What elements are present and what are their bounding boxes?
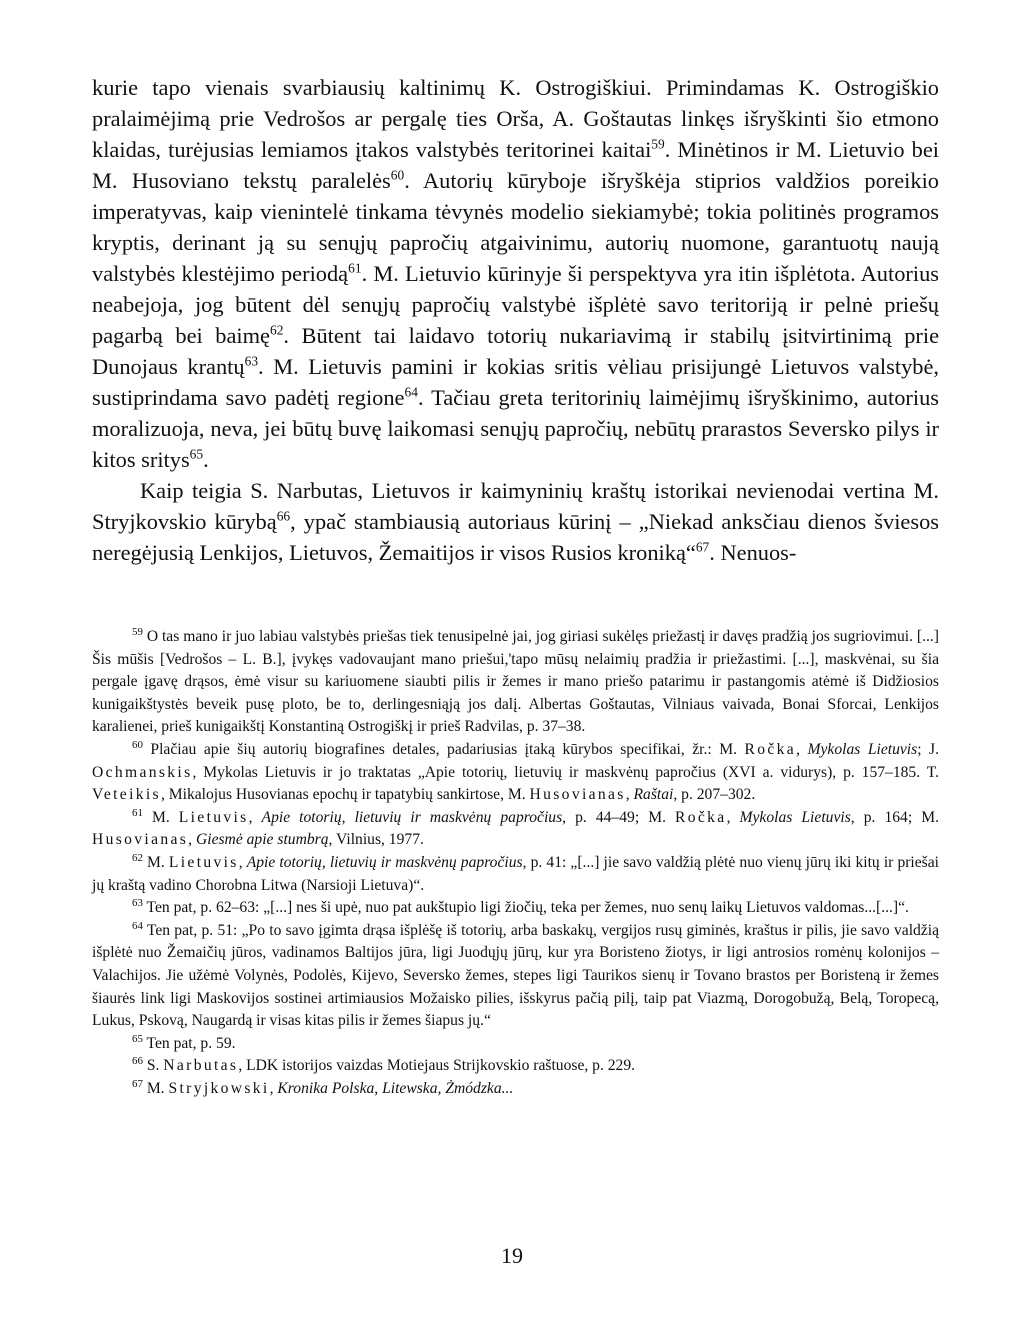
work-title: Mykolas Lietuvis (739, 808, 851, 826)
footnote-ref-64[interactable]: 64 (404, 384, 418, 400)
footnote-text: O tas mano ir juo labiau valstybės priešas tiek tenusipelnė jai, jog giriasi sukėlęs priežastį ir davęs pradžią jos sugriovimui. [...] Šis mūšis [Vedrošos – L. B.], įvykęs vadovaujant mano priešui,'tapo mūsų nelaimių pradžia ir priežastimi. [...], maskvėnai, su šia pergale įgavę drąsos, ėmė visur su kariuomene siaubti pilis ir žemes ir mano priešo patarimu ir pastangomis atėmė iš Didžiosios kunigaikštystės beveik pusę ploto, be to, derlingesniąją jos dalį. Albertas Goštautas, Vilniaus vaivada, Bonai Sforcai, Lenkijos karalienei, prieš kunigaikštį Konstantiną Ostrogiškį ir prieš Radvilas, p. 37–38. (92, 628, 939, 736)
work-title: Mykolas Lietuvis (807, 740, 918, 758)
footnote-text: , (796, 740, 808, 758)
footnote-number: 61 (132, 806, 143, 819)
footnote-text: Plačiau apie šių autorių biografines detales, padariusias įtaką kūrybos specifikai, žr.: M. (150, 740, 745, 758)
footnote-text: , p. 207–302. (673, 786, 756, 804)
footnote-text: , p. 164; M. (850, 808, 939, 826)
work-title: Apie totorių, lietuvių ir maskvėnų papročius (261, 808, 563, 826)
footnote-ref-65[interactable]: 65 (189, 446, 204, 462)
footnote-text: ; J. (917, 740, 940, 758)
footnote-text: S. (146, 1057, 164, 1075)
footnote-text: , (238, 853, 247, 871)
main-text (92, 72, 939, 568)
footnote-61 (92, 807, 939, 852)
work-title: Raštai (633, 786, 674, 804)
author-name: Narbutas (163, 1057, 239, 1075)
text-run: kurie tapo vienais svarbiausių kaltinimų K. Ostrogiškiui. Primindamas K. Ostrogiškio pralaimėjimą prie Vedrošos ar pergalę ties Orša, A. Goštautas linkęs išryškinti šio etmono klaidas, turėjusias lemiamos įtakos valstybės teritorinei kaitai (92, 75, 939, 162)
text-run: . Nenuos- (709, 540, 797, 565)
footnote-63 (92, 897, 939, 920)
footnote-text: , LDK istorijos vaizdas Motiejaus Strijkovskio raštuose, p. 229. (238, 1057, 636, 1075)
text-run: . Būtent tai laidavo totorių nukariavimą ir stabilų įsitvirtinimą prie Dunojaus krantų (92, 323, 940, 379)
footnote-ref-59[interactable]: 59 (651, 136, 665, 152)
footnote-number: 66 (132, 1055, 143, 1068)
footnote-66 (92, 1055, 939, 1078)
text-run: . Tačiau greta teritorinių laimėjimų išryškinimo, autorius moralizuoja, neva, jei būtų buvę laikomasi senųjų papročių, nebūtų prarastos Seversko pilys ir kitos sritys (92, 385, 939, 472)
text-run: . M. Lietuvio kūrinyje ši perspektyva yra itin išplėtota. Autorius neabejoja, jog būtent dėl senųjų papročių valstybė išplėtė savo teritoriją ir pelnė priešų pagarbą bei baimę (92, 261, 939, 348)
footnote-text: Ten pat, p. 62–63: „[...] nes ši upė, nuo pat aukštupio ligi žiočių, teka per žemes, nuo senų laikų Lietuvos valdomas...[...]“. (146, 899, 909, 917)
footnote-text: , Vilnius, 1977. (328, 831, 424, 849)
footnote-60 (92, 739, 939, 807)
author-name: Stryjkowski (168, 1079, 270, 1097)
footnote-text: , Mykolas Lietuvis ir jo traktatas „Apie totorių, lietuvių ir maskvėnų papročius (XVI a. vidurys), p. 157–185. T. (192, 763, 939, 781)
footnote-ref-63[interactable]: 63 (244, 353, 259, 369)
work-title: Kronika Polska, Litewska, Żmódzka... (277, 1079, 514, 1097)
footnote-number: 65 (132, 1032, 143, 1045)
author-name: Lietuvis (168, 853, 239, 871)
footnote-text: , (269, 1079, 278, 1097)
author-name: Ročka (744, 740, 797, 758)
author-name: Husovianas (92, 831, 189, 849)
footnote-number: 67 (132, 1077, 143, 1090)
author-name: Ročka (675, 808, 727, 826)
footnote-ref-67[interactable]: 67 (695, 539, 710, 555)
footnote-64 (92, 920, 939, 1033)
footnote-text: , (188, 831, 196, 849)
footnote-ref-62[interactable]: 62 (269, 322, 284, 338)
author-name: Veteikis (92, 786, 161, 804)
text-run: , ypač stambiausią autoriaus kūrinį – „Niekad anksčiau dienos šviesos neregėjusią Lenkijos, Lietuvos, Žemaitijos ir visos Rusios kroniką“ (92, 509, 939, 565)
footnote-text: , (625, 786, 634, 804)
author-name: Husovianas (529, 786, 626, 804)
footnote-text: M. (151, 808, 179, 826)
footnote-text: , p. 41: „[...] jie savo valdžią plėtė nuo vienų jūrų iki kitų ir priešai jų kraštą vadino Chorobna Litwa (Narsioji Lietuva)“. (92, 853, 940, 894)
body-paragraph-1 (92, 72, 939, 475)
author-name: Lietuvis (178, 808, 249, 826)
footnote-ref-61[interactable]: 61 (348, 260, 362, 276)
work-title: Giesmė apie stumbrą (195, 831, 329, 849)
footnote-text: , p. 44–49; M. (562, 808, 676, 826)
text-run: . Autorių kūryboje išryškėja stiprios valdžios poreikio imperatyvas, kaip vienintelė tinkama tėvynės modelio siekiamybė; tokia politinės programos kryptis, derinant ją su senųjų papročių atgaivinimu, autorių nuomone, garantuotų naują valstybės klestėjimo periodą (92, 168, 939, 286)
text-run: . Minėtinos ir M. Lietuvio bei M. Husoviano tekstų paralelės (92, 137, 940, 193)
footnote-62 (92, 852, 939, 897)
footnote-text: M. (146, 1079, 169, 1097)
footnote-text: , (726, 808, 740, 826)
text-run: . M. Lietuvis pamini ir kokias sritis vėliau prisijungė Lietuvos valstybė, sustiprindama savo padėtį regione (92, 354, 939, 410)
body-paragraph-2 (92, 475, 939, 568)
footnote-number: 62 (132, 851, 143, 864)
page-number: 19 (501, 1243, 523, 1268)
footnote-number: 60 (132, 738, 143, 751)
footnote-text: Ten pat, p. 59. (146, 1034, 236, 1052)
footnote-67 (92, 1078, 939, 1101)
footnote-ref-66[interactable]: 66 (276, 508, 291, 524)
footnote-number: 59 (132, 625, 143, 638)
footnote-59 (92, 626, 939, 739)
footnote-ref-60[interactable]: 60 (390, 167, 405, 183)
footnote-text: Ten pat, p. 51: „Po to savo įgimta drąsa išplėšę iš totorių, arba baskakų, vergijos rusų giminės, kraštus ir pilis, jie savo valdžią išplėtė nuo Žemaičių jūros, vadinamos Baltijos jūra, ligi Juodųjų jūrų, kur yra Boristeno žiotys, ir ligi antrosios romėnų kolonijos – Valachijos. Jie užėmė Volynės, Podolės, Kijevo, Seversko žemes, stepes ligi Taurikos sienų ir Tovano brastos per Boristeną ir žemes šiaurės link ligi Maskovijos sostinei artimiausios Možaisko pilies, išskyrus pačią pilį, taip pat Viazmą, Dorogobužą, Belą, Toropecą, Lukus, Pskovą, Naugardą ir visas kitas pilis ir žemes šiapus jų.“ (92, 921, 939, 1030)
footnote-text: , Mikalojus Husovianas epochų ir tapatybių sankirtose, M. (160, 786, 530, 804)
author-name: Ochmanskis (92, 763, 193, 781)
footnote-number: 63 (132, 896, 143, 909)
text-run: Kaip teigia S. Narbutas, Lietuvos ir kaimyninių kraštų istorikai nevienodai vertina M. Stryjkovskio kūrybą (92, 478, 939, 534)
work-title: Apie totorių, lietuvių ir maskvėnų papročius (246, 853, 523, 871)
text-run: . (203, 447, 209, 472)
footnote-65 (92, 1033, 939, 1056)
footnote-text: M. (147, 853, 169, 871)
footnote-text: , (248, 808, 262, 826)
footnote-number: 64 (132, 919, 143, 932)
footnotes (92, 626, 939, 1100)
